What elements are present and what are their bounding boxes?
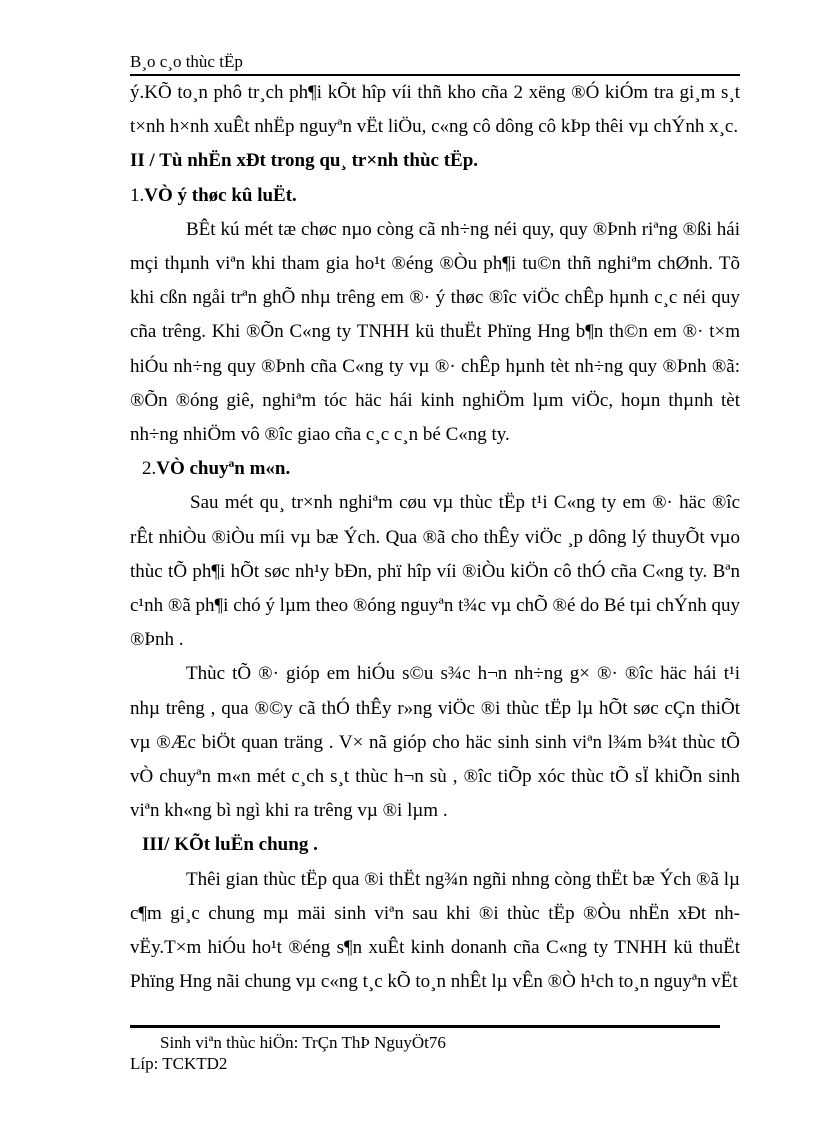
subsection-1-heading (130, 179, 740, 213)
subsection-2-number: 2. (142, 458, 157, 480)
section-3-heading: III/ KÕt luËn chung . (142, 834, 318, 856)
subsection-1-number: 1. (130, 184, 145, 206)
paragraph-conclusion: Thêi gian thùc tËp qua ®i thËt ng¾n ngñi nhng còng thËt bæ Ých ®ã lµ c¶m gi¸c chung mµ mäi sinh viªn sau khi ®i thùc tËp ®Òu nhËn xÐt nh vËy.T×m hiÓu ho¹t ®éng s¶n xuÊt kinh donanh cña C«ng ty TNHH kü thuËt Phïng Hng nãi chung vµ c«ng t¸c kÕ to¸n nhÊt lµ vÊn ®Ò h¹ch to¸n nguyªn vËt (130, 868, 740, 993)
page-body (130, 76, 740, 999)
footer-divider (130, 1025, 720, 1028)
subsection-2-heading (130, 452, 740, 486)
header-title: B¸o c¸o thùc tËp (130, 52, 243, 71)
paragraph-continued: ý.KÕ to¸n phô tr¸ch ph¶i kÕt hîp víi thñ kho cña 2 xëng ®Ó kiÓm tra gi¸m s¸t t×nh h×nh xuÊt nhËp nguyªn vËt liÖu, c«ng cô dông cô kÞp thêi vµ chÝnh x¸c. (130, 82, 740, 138)
footer-class: Líp: TCKTD2 (130, 1054, 228, 1073)
paragraph-discipline: BÊt kú mét tæ chøc nµo còng cã nh÷ng néi quy, quy ®Þnh riªng ®ßi hái mçi thµnh viªn khi tham gia ho¹t ®éng ®Òu ph¶i tu©n thñ nghiªm chØnh. Tõ khi cßn ngåi trªn ghÕ nhµ trêng em ®· ý thøc ®îc viÖc chÊp hµnh c¸c néi quy cña trêng. Khi ®Õn C«ng ty TNHH kü thuËt Phïng Hng b¶n th©n em ®· t×m hiÓu nh÷ng quy ®Þnh cña C«ng ty vµ ®· chÊp hµnh tèt nh÷ng quy ®Þnh ®ã: ®Õn ®óng giê, nghiªm tóc häc hái kinh nghiÖm lµm viÖc, hoµn thµnh tèt nh÷ng nhiÖm vô ®îc giao cña c¸c c¸n bé C«ng ty. (130, 218, 740, 446)
paragraph-professional: Sau mét qu¸ tr×nh nghiªm cøu vµ thùc tËp t¹i C«ng ty em ®· häc ®îc rÊt nhiÒu ®iÒu míi vµ bæ Ých. Qua ®ã cho thÊy viÖc ¸p dông lý thuyÕt vµo thùc tÕ ph¶i hÕt søc nh¹y bÐn, phï hîp víi ®iÒu kiÖn cô thÓ cña C«ng ty. Bªn c¹nh ®ã ph¶i chó ý lµm theo ®óng nguyªn t¾c vµ chÕ ®é do Bé tµi chÝnh quy ®Þnh . (130, 492, 740, 651)
page-header (130, 52, 740, 72)
section-2-heading: II / Tù nhËn xÐt trong qu¸ tr×nh thùc tËp. (130, 150, 479, 172)
subsection-1-title: VÒ ý thøc kû luËt. (144, 184, 297, 206)
footer-student: Sinh viªn thùc hiÖn: TrÇn ThÞ NguyÖt76 (160, 1033, 446, 1052)
subsection-2-title: VÒ chuyªn m«n. (156, 458, 291, 480)
page-footer (130, 1032, 446, 1074)
paragraph-practice: Thùc tÕ ®· gióp em hiÓu s©u s¾c h¬n nh÷ng g× ®· ®îc häc hái t¹i nhµ trêng , qua ®©y cã thÓ thÊy r»ng viÖc ®i thùc tËp lµ hÕt søc cÇn thiÕt vµ ®Æc biÖt quan träng . V× nã gióp cho häc sinh sinh viªn l¾m b¾t thùc tÕ vÒ chuyªn m«n mét c¸ch s¸t thùc h¬n sù , ®îc tiÕp xóc thùc tÕ sÏ khiÕn sinh viªn kh«ng bì ngì khi ra trêng vµ ®i lµm . (130, 663, 740, 822)
